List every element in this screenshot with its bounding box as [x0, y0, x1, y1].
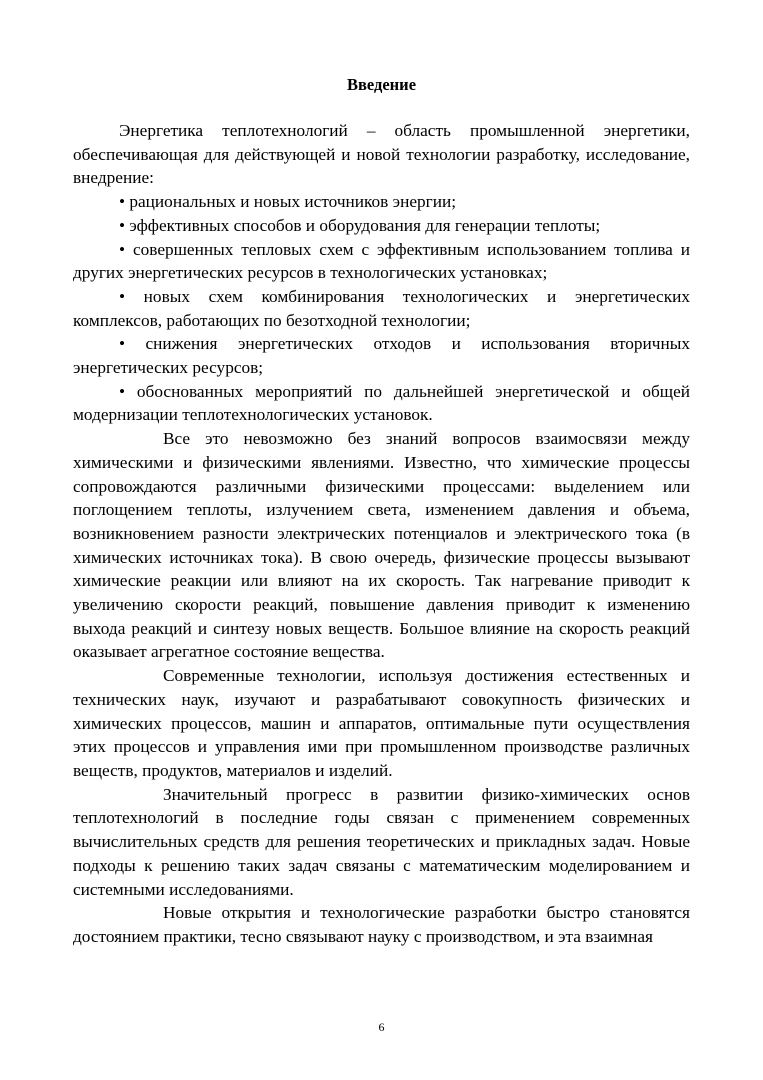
bullet-item: • рациональных и новых источников энергии;	[119, 192, 457, 212]
body-paragraph: Новые открытия и технологические разработки быстро становятся достоянием практики, тесно связывают науку с производством, и эта взаимная	[73, 903, 690, 946]
bullet-item: • новых схем комбинирования технологических и энергетических комплексов, работающих по безотходной технологии;	[73, 286, 690, 330]
document-body	[73, 119, 690, 949]
bullet-item: • совершенных тепловых схем с эффективным использованием топлива и других энергетических ресурсов в технологических установках;	[73, 239, 690, 283]
page-title: Введение	[346, 75, 417, 94]
body-paragraph: Значительный прогресс в развитии физико-химических основ теплотехнологий в последние годы связан с применением современных вычислительных средств для решения теоретических и прикладных задач. Новые подходы к решению таких задач связаны с математическим моделированием и системными исследованиями.	[73, 784, 690, 899]
bullet-item: • обоснованных мероприятий по дальнейшей энергетической и общей модернизации теплотехнологических установок.	[73, 381, 690, 425]
bullet-item: • эффективных способов и оборудования для генерации теплоты;	[119, 215, 601, 235]
intro-paragraph: Энергетика теплотехнологий – область промышленной энергетики, обеспечивающая для действующей и новой технологии разработку, исследование, внедрение:	[73, 121, 690, 188]
body-paragraph: Все это невозможно без знаний вопросов взаимосвязи между химическими и физическими явлениями. Известно, что химические процессы сопровождаются различными физическими процессами: выделением или поглощением теплоты, излучением света, изменением давления и объема, возникновением разности электрических потенциалов и электрического тока (в химических источниках тока). В свою очередь, физические процессы вызывают химические реакции или влияют на их скорость. Так нагревание приводит к увеличению скорости реакций, повышение давления приводит к изменению выхода реакций и синтезу новых веществ. Большое влияние на скорость реакций оказывает агрегатное состояние вещества.	[73, 429, 690, 662]
page-number: 6	[378, 1020, 385, 1034]
body-paragraph: Современные технологии, используя достижения естественных и технических наук, изучают и разрабатывают совокупность физических и химических процессов, машин и аппаратов, оптимальные пути осуществления этих процессов и управления ими при промышленном производстве различных веществ, продуктов, материалов и изделий.	[73, 666, 690, 780]
document-page	[73, 0, 690, 1080]
bullet-item: • снижения энергетических отходов и использования вторичных энергетических ресурсов;	[73, 334, 690, 378]
